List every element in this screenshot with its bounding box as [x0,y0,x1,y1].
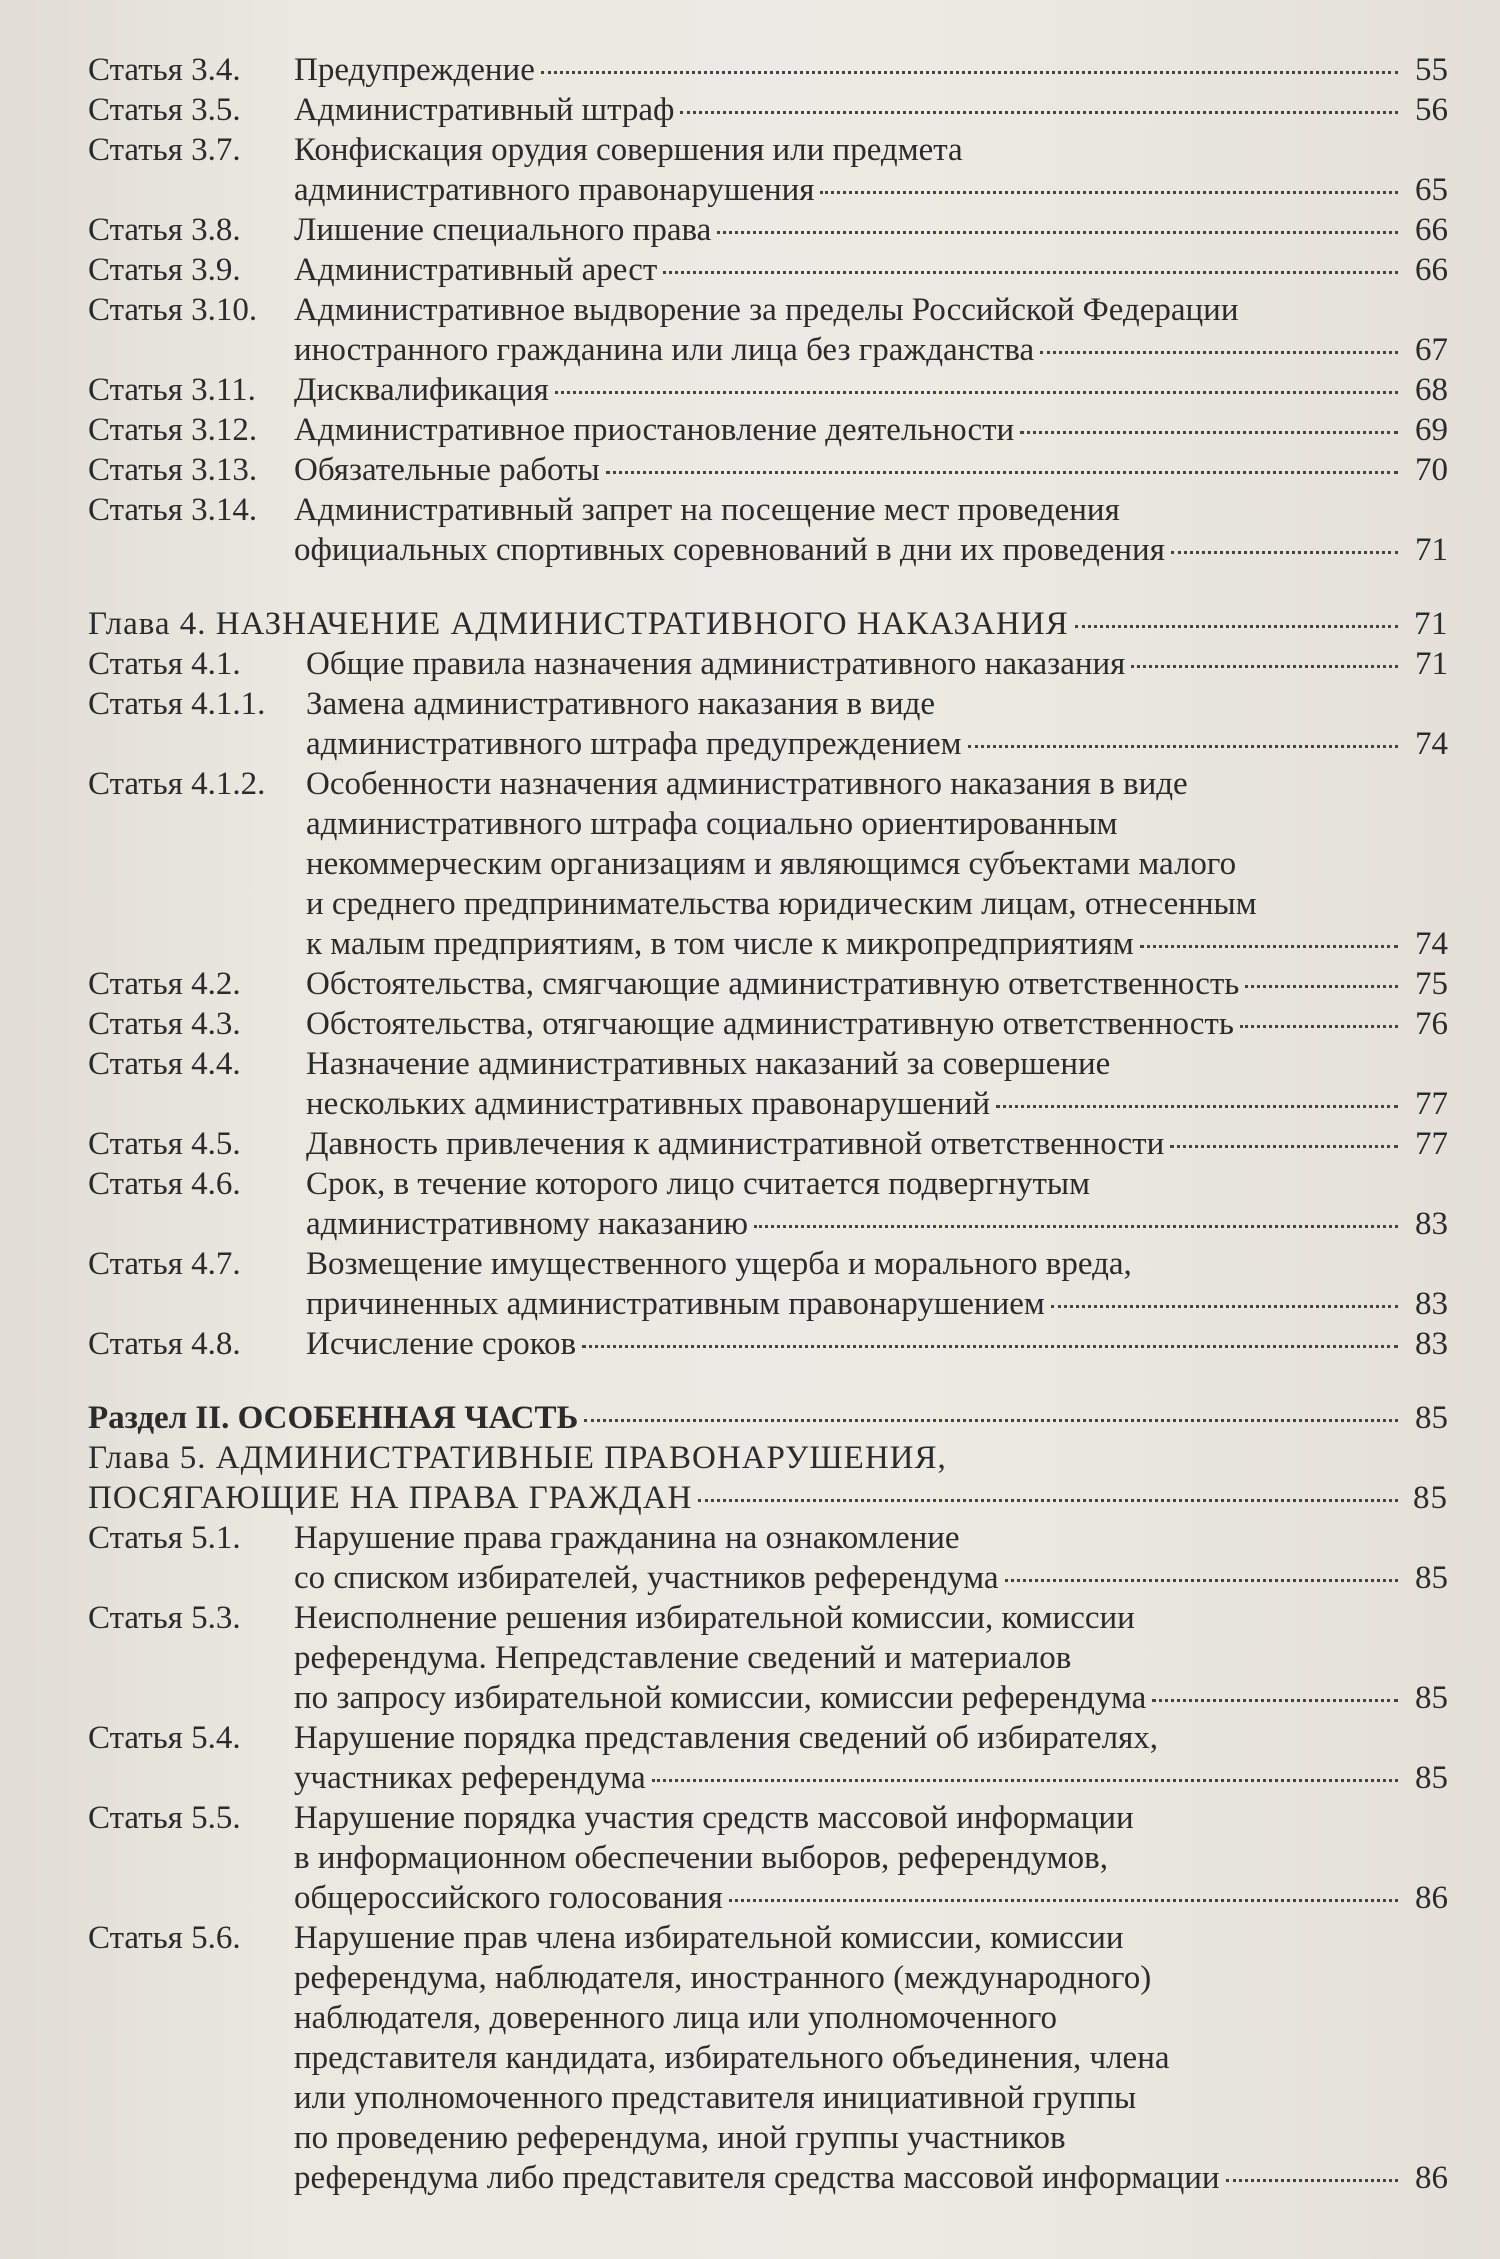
article-number: Статья 4.4. [88,1046,241,1082]
page-number: 55 [1415,52,1448,88]
article-title [294,490,1448,570]
dot-leader [1226,2179,1398,2182]
dot-leader [1040,351,1398,354]
article-title-line: референдума. Непредставление сведений и материалов [294,1640,1072,1676]
toc-entry[interactable] [88,490,1448,570]
page-number: 65 [1415,172,1448,208]
article-title [294,290,1448,370]
toc-group-chapter-3 [88,50,1448,570]
article-number: Статья 4.1.1. [88,686,266,722]
article-number: Статья 4.3. [88,1006,241,1042]
page-number: 85 [1415,1560,1448,1596]
article-title-line: Нарушение порядка участия средств массовой информации [294,1800,1134,1836]
dot-leader [584,1419,1398,1422]
toc-entry[interactable] [88,1044,1448,1124]
toc-entry[interactable] [88,1164,1448,1244]
dot-leader [1140,945,1398,948]
page-number: 74 [1415,926,1448,962]
article-title-line: Дисквалификация [294,372,549,408]
article-title-line: Особенности назначения административного наказания в виде [306,766,1188,802]
toc-entry[interactable] [88,290,1448,370]
page-number: 66 [1415,252,1448,288]
toc-section-2[interactable] [88,1398,1448,1438]
article-title-line: Давность привлечения к административной ответственности [306,1126,1165,1162]
page-number: 75 [1415,966,1448,1002]
dot-leader [1152,1699,1398,1702]
article-number: Статья 4.5. [88,1126,241,1162]
article-number: Статья 5.1. [88,1520,241,1556]
article-title-line: Административное выдворение за пределы Российской Федерации [294,292,1239,328]
article-title-line: Лишение специального права [294,212,712,248]
toc-entry[interactable] [88,210,1448,250]
article-number: Статья 5.4. [88,1720,241,1756]
dot-leader [717,231,1398,234]
page-number: 74 [1415,726,1448,762]
article-title-line: Исчисление сроков [306,1326,577,1362]
article-title [294,1798,1448,1918]
article-title [306,1324,1448,1364]
page-number: 85 [1415,1680,1448,1716]
article-title-line: Обстоятельства, отягчающие административную ответственность [306,1006,1234,1042]
page-number: 69 [1415,412,1448,448]
article-title-line: в информационном обеспечении выборов, референдумов, [294,1840,1108,1876]
toc-entry[interactable] [88,1718,1448,1798]
article-title-line: Нарушение порядка представления сведений об избирателях, [294,1720,1159,1756]
article-title-line: Нарушение права гражданина на ознакомление [294,1520,960,1556]
article-number: Статья 5.6. [88,1920,241,1956]
article-number: Статья 3.10. [88,292,258,328]
article-title [294,210,1448,250]
chapter-title-line: Глава 5. АДМИНИСТРАТИВНЫЕ ПРАВОНАРУШЕНИЯ, [88,1440,947,1476]
dot-leader [582,1345,1398,1348]
article-title-line: Назначение административных наказаний за совершение [306,1046,1111,1082]
article-title-line: административному наказанию [306,1206,749,1242]
page-number: 70 [1415,452,1448,488]
dot-leader [555,391,1398,394]
article-number: Статья 3.12. [88,412,258,448]
article-title [294,1518,1448,1598]
page-number: 67 [1415,332,1448,368]
article-title-line: нескольких административных правонарушений [306,1086,991,1122]
toc-entry[interactable] [88,1918,1448,2198]
toc-entry[interactable] [88,1598,1448,1718]
page-number: 71 [1415,532,1448,568]
page-number: 68 [1415,372,1448,408]
chapter-title: Глава 4. НАЗНАЧЕНИЕ АДМИНИСТРАТИВНОГО НАКАЗАНИЯ [88,606,1069,642]
toc-group-chapter-5 [88,1518,1448,2198]
toc-entry[interactable] [88,50,1448,90]
toc-entry[interactable] [88,1798,1448,1918]
page-number: 83 [1415,1206,1448,1242]
article-number: Статья 3.8. [88,212,241,248]
article-title [306,1124,1448,1164]
article-title-line: наблюдателя, доверенного лица или уполномоченного [294,2000,1058,2036]
page-number: 85 [1413,1480,1448,1516]
dot-leader [996,1105,1398,1108]
toc-chapter-4[interactable] [88,604,1448,644]
article-title [294,90,1448,130]
article-number: Статья 3.7. [88,132,241,168]
toc-entry[interactable] [88,684,1448,764]
dot-leader [1245,985,1398,988]
toc-entry[interactable] [88,644,1448,684]
article-title-line: Общие правила назначения административного наказания [306,646,1126,682]
article-title-line: Обязательные работы [294,452,600,488]
article-number: Статья 4.1.2. [88,766,266,802]
article-title-line: Срок, в течение которого лицо считается подвергнутым [306,1166,1090,1202]
article-title-line: Конфискация орудия совершения или предмета [294,132,963,168]
toc-entry[interactable] [88,1004,1448,1044]
article-title-line: Нарушение прав члена избирательной комиссии, комиссии [294,1920,1124,1956]
article-title [294,1918,1448,2198]
article-number: Статья 5.5. [88,1800,241,1836]
article-title-line: или уполномоченного представителя инициативной группы [294,2080,1137,2116]
page-number: 56 [1415,92,1448,128]
article-title-line: Возмещение имущественного ущерба и морального вреда, [306,1246,1132,1282]
dot-leader [1075,625,1398,628]
toc-entry[interactable] [88,964,1448,1004]
page-number: 85 [1415,1760,1448,1796]
toc-entry[interactable] [88,1518,1448,1598]
article-title-line: участниках референдума [294,1760,646,1796]
article-title [306,764,1448,964]
page-number: 85 [1415,1400,1448,1436]
article-number: Статья 3.13. [88,452,258,488]
table-of-contents [88,50,1448,2198]
article-title-line: к малым предприятиям, в том числе к микропредприятиям [306,926,1134,962]
article-title-line: референдума либо представителя средства массовой информации [294,2160,1220,2196]
page-number: 71 [1415,646,1448,682]
toc-entry[interactable] [88,450,1448,490]
page-number: 71 [1414,606,1448,642]
toc-entry[interactable] [88,130,1448,210]
article-title [306,684,1448,764]
page-number: 77 [1415,1086,1448,1122]
dot-leader [606,471,1398,474]
article-title-line: официальных спортивных соревнований в дни их проведения [294,532,1165,568]
article-title-line: и среднего предпринимательства юридическим лицам, отнесенным [306,886,1257,922]
article-title-line: референдума, наблюдателя, иностранного (международного) [294,1960,1152,1996]
article-number: Статья 3.11. [88,372,256,408]
toc-entry[interactable] [88,410,1448,450]
dot-leader [729,1899,1398,1902]
dot-leader [1051,1305,1398,1308]
dot-leader [1131,665,1398,668]
article-title-line: Замена административного наказания в виде [306,686,936,722]
article-number: Статья 3.9. [88,252,241,288]
article-number: Статья 4.6. [88,1166,241,1202]
article-title [294,1718,1448,1798]
toc-entry[interactable] [88,764,1448,964]
article-title-line: иностранного гражданина или лица без гражданства [294,332,1035,368]
article-title-line: административного правонарушения [294,172,815,208]
dot-leader [1020,431,1398,434]
article-title [294,1598,1448,1718]
toc-entry[interactable] [88,1244,1448,1324]
toc-entry[interactable] [88,1324,1448,1364]
article-title [306,1044,1448,1124]
article-title [294,250,1448,290]
dot-leader [1240,1025,1398,1028]
article-title-line: общероссийского голосования [294,1880,723,1916]
toc-chapter-5[interactable] [88,1438,1448,1518]
dot-leader [1171,551,1398,554]
article-title [294,450,1448,490]
article-number: Статья 4.1. [88,646,241,682]
page-number: 76 [1415,1006,1448,1042]
page-number: 86 [1415,1880,1448,1916]
page-number: 77 [1415,1126,1448,1162]
article-title-line: по проведению референдума, иной группы участников [294,2120,1066,2156]
article-number: Статья 4.7. [88,1246,241,1282]
dot-leader [680,111,1398,114]
article-title-line: административного штрафа предупреждением [306,726,962,762]
article-title-line: со списком избирателей, участников референдума [294,1560,999,1596]
article-title-line: Обстоятельства, смягчающие административную ответственность [306,966,1240,1002]
toc-entry[interactable] [88,1124,1448,1164]
toc-group-chapter-4 [88,644,1448,1364]
page-number: 86 [1415,2160,1448,2196]
article-title [306,1164,1448,1244]
article-title [306,644,1448,684]
article-number: Статья 3.14. [88,492,258,528]
article-number: Статья 3.5. [88,92,241,128]
article-number: Статья 4.8. [88,1326,241,1362]
article-title-line: по запросу избирательной комиссии, комиссии референдума [294,1680,1147,1716]
dot-leader [652,1779,1398,1782]
article-number: Статья 4.2. [88,966,241,1002]
dot-leader [1170,1145,1398,1148]
article-number: Статья 3.4. [88,52,241,88]
page-number: 66 [1415,212,1448,248]
article-title-line: представителя кандидата, избирательного объединения, члена [294,2040,1170,2076]
article-title [294,130,1448,210]
article-title [294,370,1448,410]
article-title-line: административного штрафа социально ориентированным [306,806,1118,842]
article-title-line: Административный штраф [294,92,675,128]
toc-entry[interactable] [88,370,1448,410]
article-title [306,964,1448,1004]
dot-leader [698,1499,1398,1502]
page-number: 83 [1415,1286,1448,1322]
article-title [294,50,1448,90]
article-title-line: Административное приостановление деятельности [294,412,1015,448]
toc-entry[interactable] [88,250,1448,290]
article-title [306,1004,1448,1044]
article-number: Статья 5.3. [88,1600,241,1636]
article-title [306,1244,1448,1324]
section-title: Раздел II. ОСОБЕННАЯ ЧАСТЬ [88,1400,579,1436]
article-title-line: некоммерческим организациям и являющимся субъектами малого [306,846,1237,882]
article-title-line: Административный арест [294,252,658,288]
dot-leader [754,1225,1398,1228]
article-title-line: Неисполнение решения избирательной комиссии, комиссии [294,1600,1135,1636]
dot-leader [968,745,1398,748]
toc-entry[interactable] [88,90,1448,130]
dot-leader [541,71,1398,74]
article-title [294,410,1448,450]
page-number: 83 [1415,1326,1448,1362]
dot-leader [820,191,1398,194]
dot-leader [663,271,1398,274]
dot-leader [1005,1579,1398,1582]
article-title-line: причиненных административным правонарушением [306,1286,1045,1322]
article-title-line: Предупреждение [294,52,535,88]
chapter-title-line: ПОСЯГАЮЩИЕ НА ПРАВА ГРАЖДАН [88,1480,693,1516]
article-title-line: Административный запрет на посещение мест проведения [294,492,1120,528]
